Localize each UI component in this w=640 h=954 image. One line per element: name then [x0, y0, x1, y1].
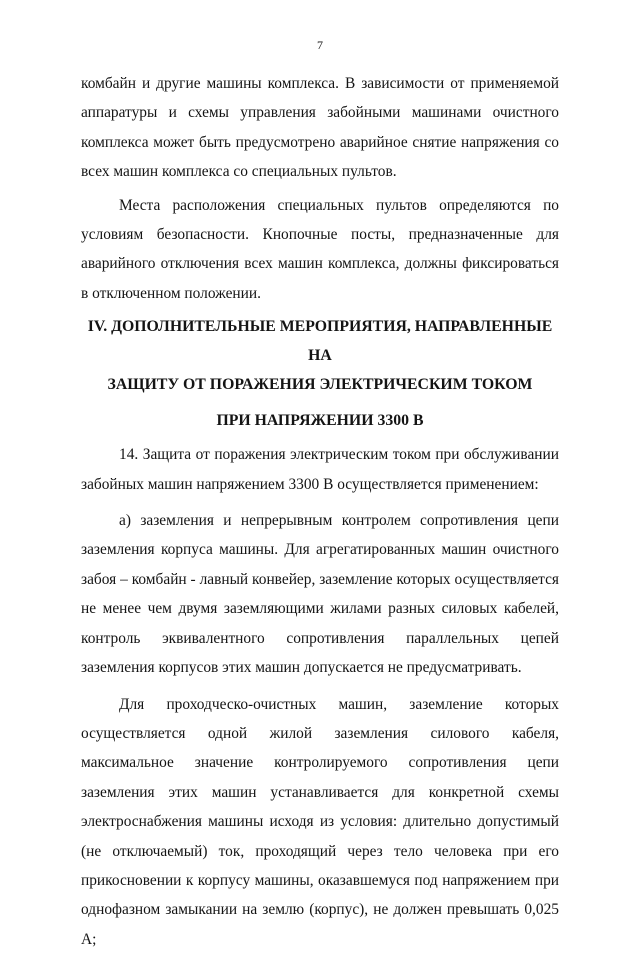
paragraph-continuation: комбайн и другие машины комплекса. В зависимости от применяемой аппаратуры и схемы управления забойными машинами очистного комплекса может быть предусмотрено аварийное снятие напряжения со всех машин комплекса со специальных пультов. [81, 69, 559, 187]
paragraph-tunneling-machines: Для проходческо-очистных машин, заземление которых осуществляется одной жилой заземления силового кабеля, максимальное значение контролируемого сопротивления цепи заземления этих машин устанавливается для конкретной схемы электроснабжения машины исходя из условия: длительно допустимый (не отключаемый) ток, проходящий через тело человека при его прикосновении к корпусу машины, оказавшемуся под напряжением при однофазном замыкании на землю (корпус), не должен превышать 0,025 А; [81, 690, 559, 954]
section-heading-line-1: IV. ДОПОЛНИТЕЛЬНЫЕ МЕРОПРИЯТИЯ, НАПРАВЛЕННЫЕ НА [81, 312, 559, 370]
section-heading [81, 312, 559, 435]
paragraph-control-panels: Места расположения специальных пультов определяются по условиям безопасности. Кнопочные посты, предназначенные для аварийного отключения всех машин комплекса, должны фиксироваться в отключенном положении. [81, 191, 559, 309]
paragraph-subitem-a: а) заземления и непрерывным контролем сопротивления цепи заземления корпуса машины. Для агрегатированных машин очистного забоя – комбайн - лавный конвейер, заземление которых осуществляется не менее чем двумя заземляющими жилами разных силовых кабелей, контроль эквивалентного сопротивления параллельных цепей заземления корпусов этих машин допускается не предусматривать. [81, 506, 559, 682]
section-heading-line-2: ЗАЩИТУ ОТ ПОРАЖЕНИЯ ЭЛЕКТРИЧЕСКИМ ТОКОМ [81, 370, 559, 399]
section-heading-line-3: ПРИ НАПРЯЖЕНИИ 3300 В [81, 406, 559, 435]
page-number: 7 [81, 38, 559, 52]
paragraph-item-14: 14. Защита от поражения электрическим током при обслуживании забойных машин напряжением 3300 В осуществляется применением: [81, 440, 559, 499]
document-body [81, 69, 559, 954]
document-page [81, 0, 559, 905]
